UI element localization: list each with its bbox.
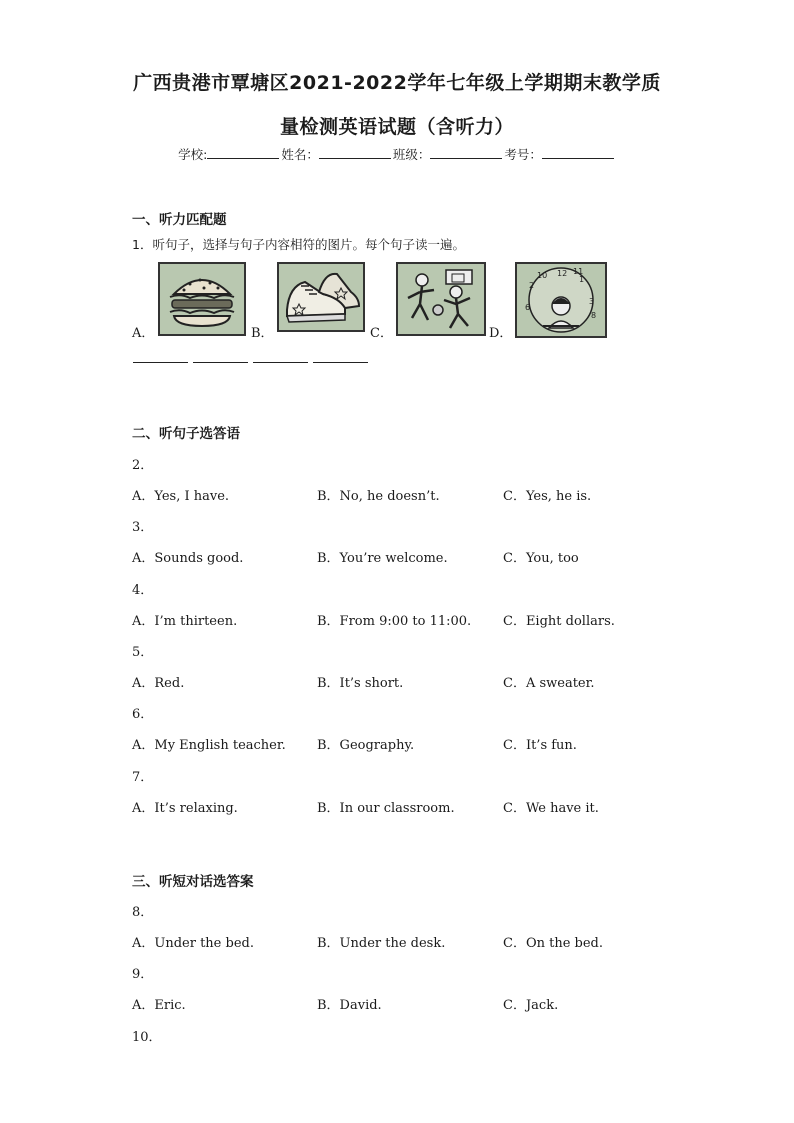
svg-text:12: 12 (557, 269, 568, 278)
option-b[interactable]: B．In our classroom. (317, 801, 455, 816)
school-blank[interactable] (207, 146, 279, 159)
option-b[interactable]: B．No, he doesn’t. (317, 489, 440, 504)
option-d-label: D． (489, 326, 513, 341)
answer-blank[interactable] (193, 362, 248, 363)
question-number: 10． (132, 1030, 162, 1045)
exam-no-blank[interactable] (542, 146, 614, 159)
option-a[interactable]: A．Sounds good. (132, 551, 244, 566)
question-number: 9． (132, 967, 154, 982)
svg-text:10: 10 (537, 271, 548, 280)
option-c-label: C． (370, 326, 393, 341)
question-number: 8． (132, 905, 154, 920)
svg-text:6: 6 (525, 303, 531, 312)
question-1-text: 1．听句子，选择与句子内容相符的图片。每个句子读一遍。 (132, 237, 465, 252)
svg-text:8: 8 (591, 311, 597, 320)
option-b[interactable]: B．Geography. (317, 738, 415, 753)
school-label: 学校: (178, 147, 208, 162)
exam-no-label: 考号： (504, 147, 542, 162)
option-b[interactable]: B．From 9:00 to 11:00. (317, 614, 472, 629)
svg-text:3: 3 (589, 297, 595, 306)
clock-boy-icon (515, 262, 607, 338)
option-a[interactable]: A．Red. (132, 676, 185, 691)
student-info-line (0, 145, 794, 163)
option-a[interactable]: A．It’s relaxing. (132, 801, 238, 816)
hamburger-icon (158, 262, 246, 336)
svg-text:11: 11 (573, 267, 584, 276)
svg-text:2: 2 (529, 281, 535, 290)
title-line-1: 广西贵港市覃塘区2021-2022学年七年级上学期期末教学质 (133, 72, 661, 94)
option-c[interactable]: C．Eight dollars. (503, 614, 615, 629)
section-1-heading: 一、听力匹配题 (132, 212, 227, 228)
class-label: 班级： (392, 147, 431, 162)
answer-blank[interactable] (253, 362, 308, 363)
section-2-heading: 二、听句子选答语 (132, 426, 240, 442)
option-b[interactable]: B．You’re welcome. (317, 551, 448, 566)
section-3-heading: 三、听短对话选答案 (132, 874, 254, 890)
option-a[interactable]: A．Yes, I have. (132, 489, 230, 504)
question-number: 2． (132, 458, 154, 473)
sneakers-icon (277, 262, 365, 332)
question-number: 3． (132, 520, 154, 535)
question-number: 6． (132, 707, 154, 722)
option-b-label: B． (251, 326, 274, 341)
answer-blank[interactable] (133, 362, 188, 363)
sports-icon (396, 262, 486, 336)
name-label: 姓名： (281, 147, 319, 162)
svg-text:1: 1 (579, 275, 585, 284)
option-c[interactable]: C．You, too (503, 551, 579, 566)
class-blank[interactable] (430, 146, 502, 159)
option-a[interactable]: A．Under the bed. (132, 936, 254, 951)
option-b[interactable]: B．David. (317, 998, 382, 1013)
name-blank[interactable] (319, 146, 391, 159)
option-c[interactable]: C．Yes, he is. (503, 489, 592, 504)
question-number: 7． (132, 770, 154, 785)
option-a[interactable]: A．My English teacher. (132, 738, 286, 753)
option-a-label: A． (132, 326, 155, 341)
option-c[interactable]: C．A sweater. (503, 676, 595, 691)
answer-blank[interactable] (313, 362, 368, 363)
question-number: 5． (132, 645, 154, 660)
question-number: 4． (132, 583, 154, 598)
option-b[interactable]: B．It’s short. (317, 676, 404, 691)
title-line-2: 量检测英语试题（含听力） (279, 116, 514, 138)
option-c[interactable]: C．Jack. (503, 998, 559, 1013)
option-a[interactable]: A．Eric. (132, 998, 186, 1013)
option-c[interactable]: C．On the bed. (503, 936, 604, 951)
option-b[interactable]: B．Under the desk. (317, 936, 446, 951)
option-c[interactable]: C．We have it. (503, 801, 599, 816)
option-a[interactable]: A．I’m thirteen. (132, 614, 238, 629)
option-c[interactable]: C．It’s fun. (503, 738, 577, 753)
